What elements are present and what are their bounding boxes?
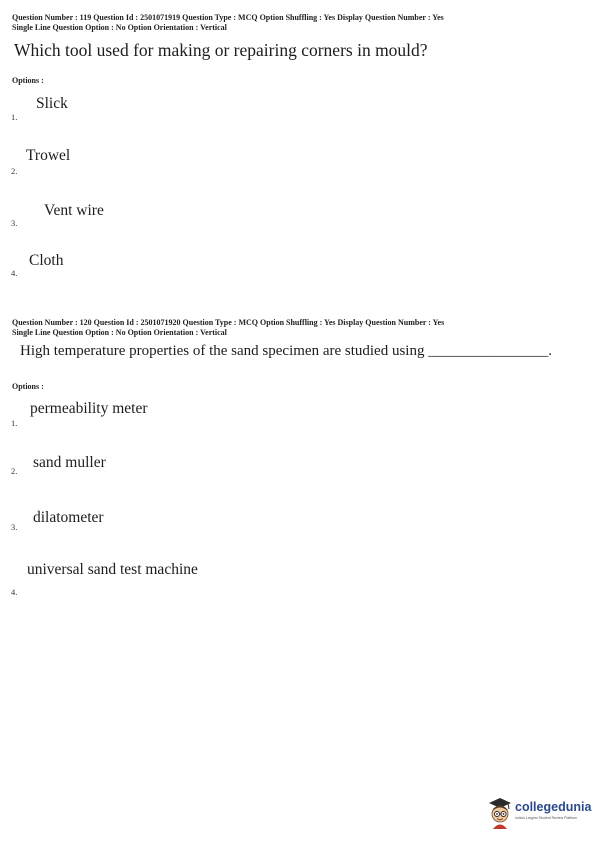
question-meta-line-1: Question Number : 119 Question Id : 2501071919 Question Type : MCQ Option Shuffling : Yes Display Question Number : Yes [12, 13, 444, 22]
option-number: 4. [11, 268, 18, 278]
collegedunia-mascot-icon [487, 796, 513, 830]
option-number: 2. [11, 466, 18, 476]
collegedunia-logo [487, 796, 591, 832]
option-text[interactable]: dilatometer [33, 509, 104, 526]
logo-wordmark: collegedunia [515, 800, 592, 814]
option-number: 1. [11, 418, 18, 428]
question-meta-line-2: Single Line Question Option : No Option Orientation : Vertical [12, 22, 227, 32]
option-number: 3. [11, 522, 18, 532]
option-text[interactable]: universal sand test machine [27, 561, 198, 578]
question-meta [12, 318, 584, 337]
option-number: 1. [11, 112, 18, 122]
option-number: 2. [11, 166, 18, 176]
option-text[interactable]: sand muller [33, 454, 106, 471]
options-label: Options : [12, 76, 44, 85]
question-text: High temperature properties of the sand specimen are studied using ________________. [20, 343, 552, 359]
option-text[interactable]: Vent wire [44, 202, 104, 219]
option-number: 4. [11, 587, 18, 597]
option-text[interactable]: Slick [36, 95, 68, 112]
question-meta-line-1: Question Number : 120 Question Id : 2501071920 Question Type : MCQ Option Shuffling : Yes Display Question Number : Yes [12, 318, 445, 327]
option-number: 3. [11, 218, 18, 228]
question-meta [12, 13, 584, 32]
question-text: Which tool used for making or repairing corners in mould? [14, 40, 428, 60]
option-text[interactable]: permeability meter [30, 400, 148, 417]
logo-tagline: India's Largest Student Review Platform [515, 816, 578, 820]
question-meta-line-2: Single Line Question Option : No Option Orientation : Vertical [12, 327, 227, 337]
options-label: Options : [12, 382, 44, 391]
option-text[interactable]: Cloth [29, 252, 64, 269]
option-text[interactable]: Trowel [26, 147, 71, 164]
